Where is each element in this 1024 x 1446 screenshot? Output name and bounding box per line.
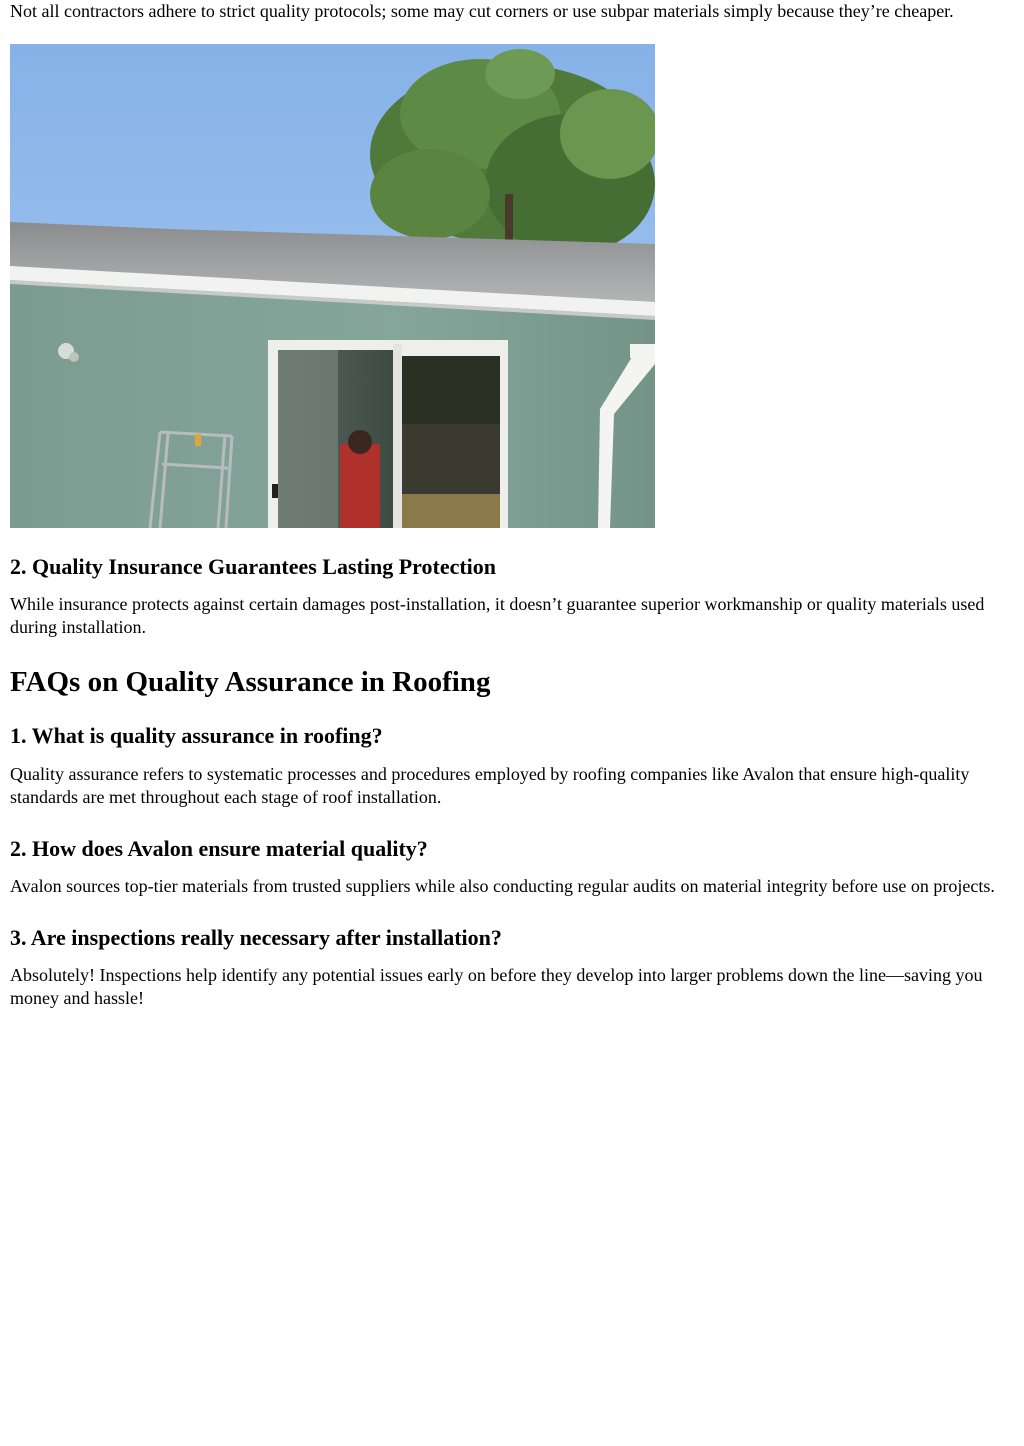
faq-answer-1: Quality assurance refers to systematic processes and procedures employed by roofing companies like Avalon that ensure high-quality standards are met throughout each stage of roof installation.: [10, 764, 970, 807]
section-heading-insurance: 2. Quality Insurance Guarantees Lasting Protection: [10, 554, 497, 579]
house-roof-photo: [10, 44, 655, 528]
faq-question-2: 2. How does Avalon ensure material quality?: [10, 836, 428, 861]
intro-paragraph: Not all contractors adhere to strict quality protocols; some may cut corners or use subpar materials simply because they’re cheaper.: [10, 1, 954, 21]
faq-answer-2: Avalon sources top-tier materials from trusted suppliers while also conducting regular audits on material integrity before use on projects.: [10, 876, 995, 896]
faq-answer-3: Absolutely! Inspections help identify any potential issues early on before they develop into larger problems down the line—saving you money and hassle!: [10, 965, 983, 1008]
section-body-insurance: While insurance protects against certain damages post-installation, it doesn’t guarantee superior workmanship or quality materials used during installation.: [10, 594, 985, 637]
faqs-title: FAQs on Quality Assurance in Roofing: [10, 666, 491, 698]
faq-question-3: 3. Are inspections really necessary after installation?: [10, 925, 502, 950]
faq-question-1: 1. What is quality assurance in roofing?: [10, 723, 383, 748]
